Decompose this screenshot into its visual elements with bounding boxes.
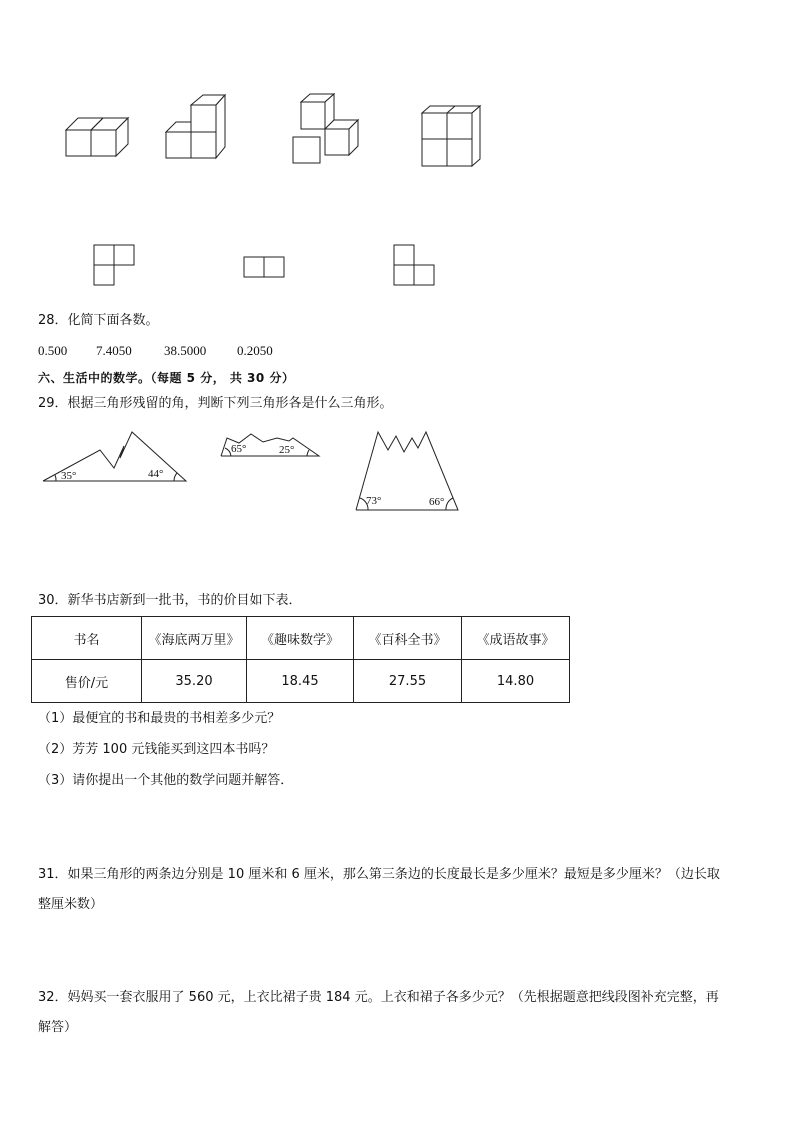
broken-triangle-2	[219, 432, 324, 460]
book-title-cell: 《百科全书》	[354, 617, 462, 660]
book-title-cell: 《成语故事》	[462, 617, 570, 660]
question-29-title: 29．根据三角形残留的角，判断下列三角形各是什么三角形。	[38, 396, 393, 411]
price-cell: 14.80	[462, 660, 570, 703]
question-30-sub2: （2）芳芳 100 元钱能买到这四本书吗？	[38, 742, 275, 757]
question-31-line1: 31．如果三角形的两条边分别是 10 厘米和 6 厘米，那么第三条边的长度最长是多少厘米？最短是多少厘米？（边长取	[38, 867, 720, 882]
question-32-line2: 解答）	[38, 1020, 78, 1035]
price-cell: 27.55	[354, 660, 462, 703]
number-3: 38.5000	[164, 343, 207, 358]
number-1: 0.500	[38, 343, 68, 358]
book-title-cell: 《海底两万里》	[142, 617, 247, 660]
table-row	[32, 617, 570, 660]
angle-65-label: 65°	[231, 443, 247, 455]
price-table	[31, 616, 570, 703]
angle-44-label: 44°	[148, 468, 164, 480]
question-32-line1: 32．妈妈买一套衣服用了 560 元，上衣比裙子贵 184 元。上衣和裙子各多少元？（先根据题意把线段图补充完整，再	[38, 990, 719, 1005]
table-row	[32, 660, 570, 703]
question-30-sub3: （3）请你提出一个其他的数学问题并解答．	[38, 773, 294, 788]
question-31-line2: 整厘米数）	[38, 897, 104, 912]
angle-66-label: 66°	[429, 496, 445, 508]
cube-figure-3	[288, 92, 368, 167]
view-figure-2	[243, 256, 288, 280]
view-figure-1	[93, 244, 138, 289]
section-6-heading: 六、生活中的数学。（每题 5 分， 共 30 分）	[38, 371, 295, 385]
header-price: 售价/元	[32, 660, 142, 703]
broken-triangle-3	[352, 428, 464, 514]
angle-73-label: 73°	[366, 495, 382, 507]
question-28-title: 28．化简下面各数。	[38, 313, 159, 328]
view-figure-3	[393, 244, 438, 289]
price-cell: 18.45	[247, 660, 354, 703]
cube-figure-1	[60, 110, 130, 165]
angle-25-label: 25°	[279, 444, 295, 456]
broken-triangle-1	[40, 428, 190, 486]
book-title-cell: 《趣味数学》	[247, 617, 354, 660]
cube-figure-4	[418, 104, 488, 169]
number-2: 7.4050	[96, 343, 132, 358]
header-book-name: 书名	[32, 617, 142, 660]
question-30-title: 30．新华书店新到一批书，书的价目如下表．	[38, 593, 302, 608]
number-4: 0.2050	[237, 343, 273, 358]
cube-figure-2	[160, 95, 230, 165]
angle-35-label: 35°	[61, 470, 77, 482]
price-cell: 35.20	[142, 660, 247, 703]
question-30-sub1: （1）最便宜的书和最贵的书相差多少元？	[38, 711, 281, 726]
